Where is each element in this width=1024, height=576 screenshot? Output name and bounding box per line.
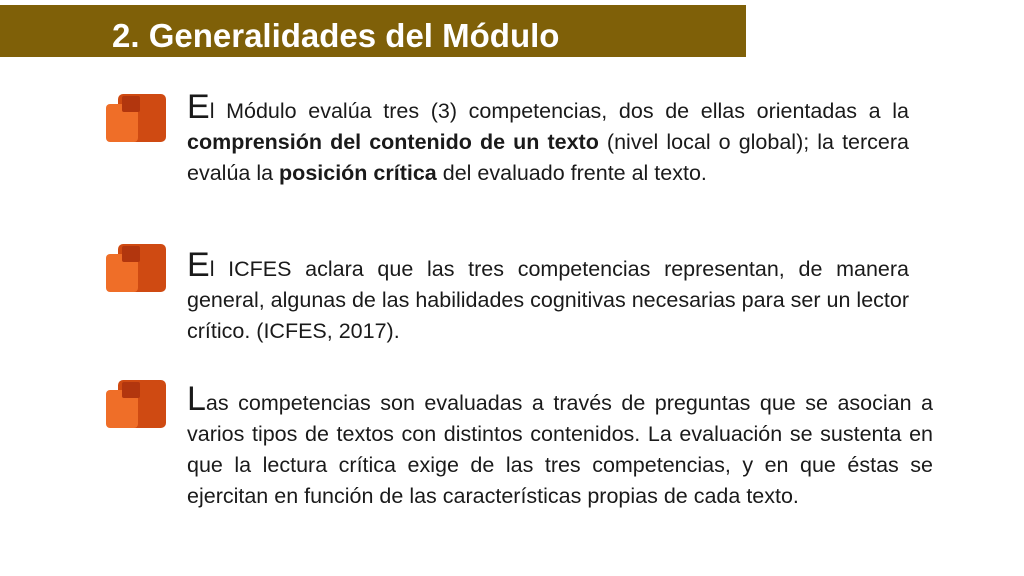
paragraph-2 [187, 246, 909, 347]
paragraph-text: del evaluado frente al texto. [436, 161, 707, 185]
paragraph-1 [187, 88, 909, 189]
paragraph-text: as competencias son evaluadas a través de preguntas que se asocian a varios tipos de textos con distintos contenidos. La evaluación se sustenta en que la lectura crítica exige de las tres competencias, y en que éstas se ejercitan en función de las características propias de cada texto. [187, 391, 933, 508]
bold-phrase: posición crítica [279, 161, 437, 185]
slide-title: 2. Generalidades del Módulo [112, 17, 560, 54]
title-bar [0, 5, 746, 57]
paragraph-text: l ICFES aclara que las tres competencias representan, de manera general, algunas de las habilidades cognitivas necesarias para ser un lector crítico. (ICFES, 2017). [187, 257, 909, 343]
drop-cap: L [187, 380, 206, 418]
overlapping-squares-icon [104, 92, 170, 150]
paragraph-3 [187, 380, 933, 512]
overlapping-squares-icon [104, 378, 170, 436]
paragraph-text: (nivel local o global); la tercera evalúa la [187, 130, 909, 185]
overlapping-squares-icon [104, 242, 170, 300]
drop-cap: E [187, 88, 210, 126]
bold-phrase: comprensión del contenido de un texto [187, 130, 599, 154]
paragraph-text: l Módulo evalúa tres (3) competencias, dos de ellas orientadas a la [209, 99, 909, 123]
drop-cap: E [187, 246, 210, 284]
